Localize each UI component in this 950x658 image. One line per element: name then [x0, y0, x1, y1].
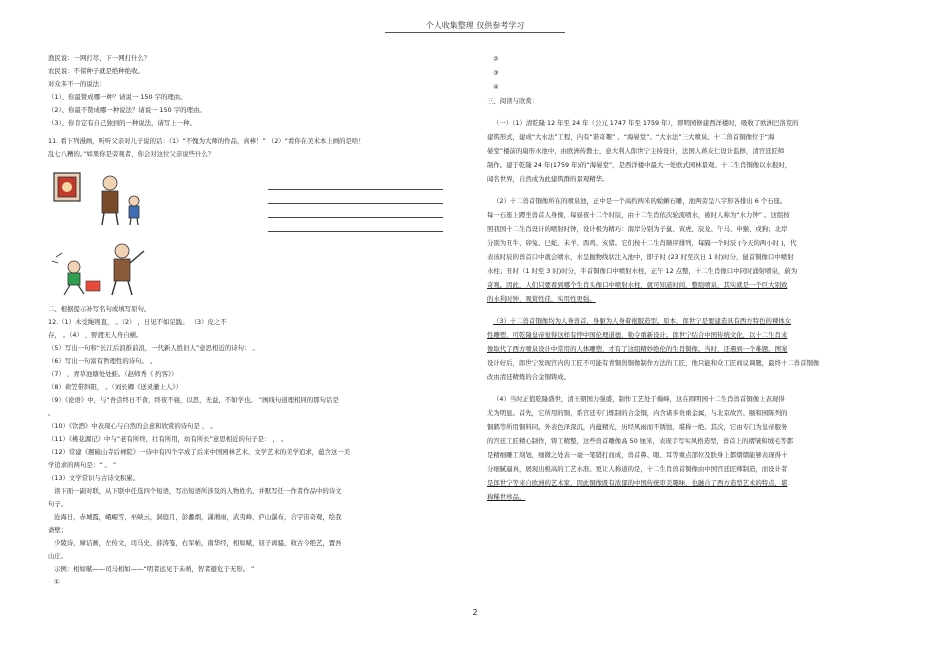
- passage-line: （4）当时正值乾隆盛世，清王朝国力强盛，制作工艺处于巅峰，这在圆明园十二生肖兽首铜像上表现得: [493, 395, 785, 403]
- intro-line: 对众多不一的说法：: [48, 80, 106, 88]
- passage-line: 每一石座上蹲坐兽首人身像，每昼夜十二个时辰，由十二生肖依次轮流喷水，被时人称为“水力钟” 。这组按: [487, 211, 790, 219]
- q12-line: 12.（1）木受绳则直， 。（2） ，日见不如足践。 （3）皮之不: [48, 318, 227, 326]
- passage-line: 制作。建于乾隆 24 年(1759 年)的“海晏堂”，是西洋楼中最大一处欧式园林景观。十二生肖铜像以水报时，: [487, 161, 792, 169]
- q12-line: （12）常建《题破山寺后禅院》一诗中有四个字成了后来中国园林艺术、文学艺术的美学追求，蕴含这一美: [48, 448, 351, 456]
- q12-line: 示例：相如赋——司马相如——“明者远见于未萌，智者避危于无形。 ”: [54, 565, 255, 573]
- q12-line: （8）荷笠带斜阳， 。（刘长卿《送灵澈上人》）: [48, 383, 182, 391]
- intro-line: （2）、你最不赞成哪一种说法？请说一 150 字的理由。: [48, 106, 206, 114]
- left-column: [48, 52, 448, 589]
- passage-line: 奇观。因此，人们只要看到哪个生肖头像口中喷射水柱，就可知道时间，整组喷泉，其实就是一个巨大别致: [487, 281, 788, 289]
- passage-line: 表该时辰的兽首口中就会喷水，水呈抛物线状注入池中，即子时 (23 时至次日 1 时)时分，鼠首铜像口中喷射: [487, 253, 794, 261]
- q11-line: 11. 看下列漫画，听听父亲对儿子说的话：（1）“不愧为大师的作品，真棒！” （2）“看你在美术本上画的是啥！: [48, 137, 365, 145]
- cartoon-image-1: [48, 167, 153, 227]
- passage-line: 分别为丑牛、卯兔、巳蛇、未羊、酉鸡、亥猪。它们按十二生肖顺序排列，每隔一个时辰 (今天的两小时 )，代: [487, 239, 797, 247]
- passage-line: 的宫廷工匠精心制作，铸工精整，这些兽首雕像高 50 厘米，表现手写实风格造型，兽首上的褶皱和绒毛等都: [487, 437, 794, 445]
- section-heading: 三、阅读与欣赏：: [487, 97, 539, 105]
- intro-line: 渔民说：一网打尽，下一网打什么？: [48, 54, 151, 62]
- q12-line: 。: [48, 409, 55, 417]
- answer-line[interactable]: [268, 189, 443, 190]
- answer-number: ②: [493, 55, 499, 63]
- passage-line: 是精细雕工刻划，细微之处表一毫一笔错打而成，兽首鼻、眼、耳等重点部位及肤身上都熠熠能够表现得十: [487, 451, 788, 459]
- cartoon-image-2: [48, 237, 153, 297]
- q12-line: （11）《桃花源记》中与“老有所终，壮有所用，幼有所长”意思相近的句子是： ， 。: [48, 435, 288, 443]
- passage-line: 的水利时钟，观赏性佳，实用性更强。: [487, 295, 596, 303]
- q12-line: 沧海日，赤城霞，峨嵋雪，巫峡云，洞庭月，彭蠡烟，潇湘雨，武夷峰，庐山瀑布，合宇宙奇观，绘我: [54, 513, 342, 521]
- passage-line: （3）十二兽首铜像均为人身兽首，身躯为人身着袍服造型。原本，郎世宁是要建造具有西方特色的裸体女: [493, 317, 792, 325]
- q12-line: ①: [54, 578, 60, 586]
- answer-line[interactable]: [268, 203, 443, 204]
- passage-line: 建筑形式，建成“大水法”工程，内有“谐奇趣” 、“海晏堂”、“大水法”三大喷泉。十二兽首铜像位于“海: [487, 133, 775, 141]
- intro-line: （1）、你最赞成哪一种？请说一 150 字的理由。: [48, 93, 187, 101]
- page-header: 个人收集整理 仅供参考学习: [425, 21, 525, 30]
- q12-line: 少陵诗，摩诘画，左传文，司马史，薛涛笺，右军帖，南华经，相如赋，屈子离骚，收古今绝艺，置吾: [54, 539, 342, 547]
- passage-line: （一）（1）清乾隆 12 年至 24 年（公元 1747 年至 1759 年），即明园修建西洋楼时，吸收了欧洲巴洛克的: [493, 119, 799, 127]
- cartoon-area: [48, 161, 448, 303]
- page-number: 2: [472, 608, 478, 617]
- right-column: [487, 52, 877, 504]
- passage-line: （2）十二兽首铜像所在的喷泉池，正中是一个高约两米的蛤蜊石雕，池两旁呈八字形各排出 6 个石座。: [493, 197, 787, 205]
- q12-line: 读下面一副对联，从下联中任选四个短语，写出短语所涉及的人物姓名，并默写任一作者作品中的诗文: [54, 487, 342, 495]
- answer-number: ③: [493, 69, 499, 77]
- q12-line: （9）《论语》中，与“吾尝终日不食，终夜不寝，以思，无益，不如学也。 ”画线句道理相同的那句话是: [48, 396, 339, 404]
- passage-line: 像取代了西方喷泉设计中常用的人体雕塑，才有了这组精妙绝伦的生肖铜像。当时，还遇到一个难题。图案: [487, 345, 788, 353]
- passage-line: 晏堂”楼前的扇形水池中，由欧洲传教士，意大利人郎世宁主持设计，法国人蒋友仁设计监修，清宫廷匠师: [487, 147, 785, 155]
- q12-line: 山庄。: [48, 552, 68, 560]
- passage-line: 照我国十二生肖设计的喷射时钟，设计极为精巧：南岸分别为子鼠、寅虎、辰龙、午马、申猴、戌狗；北岸: [487, 225, 788, 233]
- passage-line: 水柱；丑时（1 时至 3 时)时分，牛首铜像口中喷射水柱，正午 12 点整，十二生肖像口中同时涌射喷泉，蔚为: [487, 267, 798, 275]
- passage-line: 铜鹤等所用铜料同。外表色泽深沉，内蕴精光，历经风雨而不锈蚀，堪称一绝。其次，它由专门为皇帝服务: [487, 423, 788, 431]
- answer-line[interactable]: [268, 217, 443, 218]
- q12-line: （13）文学常识与古诗文积累。: [48, 474, 140, 482]
- q12-line: （7） ，青草池塘处处蛙。（赵师秀《 约客》）: [48, 370, 178, 378]
- passage-line: 改由清廷精炼的合金铜铸成。: [487, 373, 571, 381]
- intro-line: （3）、你肯定有自己独到的一种说法，请写上一种。: [48, 119, 196, 127]
- passage-line: 称稀世珍品。: [487, 493, 526, 501]
- answer-number: ④: [493, 83, 499, 91]
- header-rule: [385, 32, 565, 33]
- q12-line: 斋壁；: [48, 526, 68, 534]
- intro-line: 农民说：不留种子就是绝种绝收。: [48, 67, 144, 75]
- q12-line: （10）《饮酒》中表现心与自然的会意和欣赏的诗句是 ， 。: [48, 422, 217, 430]
- q11-line: 乱七八糟的。”如果你是旁观者，你会对这位父亲说些什么？: [48, 150, 215, 158]
- passage-line: 设计好后，郎世宁发现宫内的工匠不可能有青铜兽铜像制作方法的工匠，他只能和众工匠商议调题，最终十二兽首铜像: [487, 359, 820, 367]
- q12-line: （6）写出一句富有哲理性的诗句。 。: [48, 357, 157, 365]
- section-heading: 二、根据提示补写名句或填写原句。: [48, 305, 151, 313]
- q12-line: 存， 。（4） ，野渡无人舟自横。: [48, 331, 143, 339]
- passage-line: 闻名世界，自然成为此建筑群的景观精华。: [487, 175, 609, 183]
- q12-line: （5）写出一句和“长江后浪推前浪，一代新人胜旧人”意思相近的诗句： 。: [48, 344, 259, 352]
- passage-line: 尤为明显。首先，它所用的铜，系宫廷专门炼制的合金铜，内含诸多贵重金属，与北京故宫、颐和园陈列的: [487, 409, 788, 417]
- q12-line: 学追求的两句是：“ 。 ”: [48, 461, 117, 469]
- passage-line: 分细腻逼真，展现出极高的工艺水准。更让人称道的是，十二生肖兽首铜像由中国宫廷匠师制造，而设计者: [487, 465, 788, 473]
- q12-line: 句子。: [48, 500, 68, 508]
- answer-line[interactable]: [268, 231, 443, 232]
- passage-line: 性雕塑，可乾隆皇帝觉得这样有悖中国伦理道德，勒令重新设计。郎世宁结合中国传统文化，以十二生肖来: [487, 331, 788, 339]
- passage-line: 是郎世宁等来自欧洲的艺术家，因此铜像既有浓郁的中国传统审美趣味，也融合了西方造型艺术的特点，堪: [487, 479, 788, 487]
